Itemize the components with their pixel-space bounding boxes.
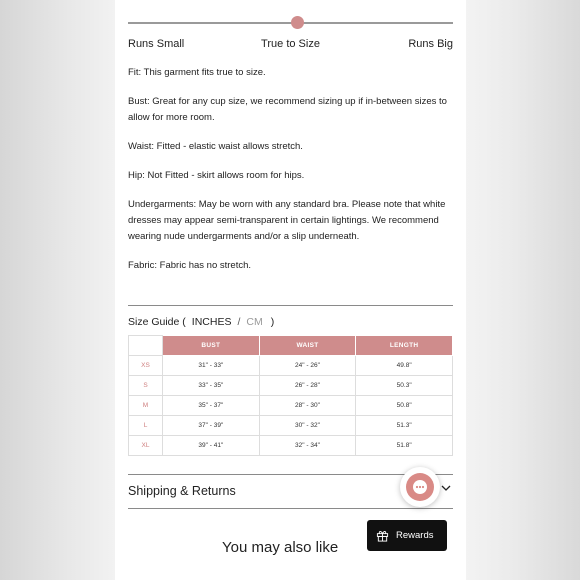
size-table-corner <box>129 336 163 356</box>
chat-icon <box>406 473 434 501</box>
length-value: 51.8" <box>356 436 453 456</box>
unit-toggle-cm[interactable]: CM <box>246 316 263 328</box>
fit-scale-indicator <box>291 16 304 29</box>
detail-bust: Bust: Great for any cup size, we recommend sizing up if in-between sizes to allow for more room. <box>128 96 447 123</box>
table-row <box>129 376 453 396</box>
length-value: 51.3" <box>356 416 453 436</box>
unit-toggle-inches[interactable]: INCHES <box>191 316 232 328</box>
divider <box>128 508 453 509</box>
size-guide-header <box>128 316 274 328</box>
size-table-header-row <box>129 336 453 356</box>
waist-value: 26" - 28" <box>259 376 356 396</box>
bust-value: 33" - 35" <box>163 376 260 396</box>
chevron-down-icon <box>441 483 451 493</box>
detail-waist: Waist: Fitted - elastic waist allows stretch. <box>128 141 303 152</box>
size-label: S <box>129 376 163 396</box>
waist-value: 24" - 26" <box>259 356 356 376</box>
table-row <box>129 416 453 436</box>
fit-label-runs-big: Runs Big <box>408 38 453 50</box>
table-row <box>129 436 453 456</box>
size-label: XL <box>129 436 163 456</box>
size-label: M <box>129 396 163 416</box>
size-label: XS <box>129 356 163 376</box>
background-right <box>466 0 580 580</box>
size-label: L <box>129 416 163 436</box>
detail-fabric: Fabric: Fabric has no stretch. <box>128 260 252 271</box>
you-may-also-like-heading: You may also like <box>222 539 339 556</box>
header-bust: BUST <box>163 336 260 356</box>
length-value: 49.8" <box>356 356 453 376</box>
waist-value: 32" - 34" <box>259 436 356 456</box>
background-left <box>0 0 115 580</box>
chat-button[interactable] <box>400 467 440 507</box>
length-value: 50.3" <box>356 376 453 396</box>
fit-details <box>128 65 456 287</box>
bust-value: 39" - 41" <box>163 436 260 456</box>
header-length: LENGTH <box>356 336 453 356</box>
fit-label-true-to-size: True to Size <box>261 38 320 50</box>
fit-label-runs-small: Runs Small <box>128 38 185 50</box>
size-table <box>128 335 453 456</box>
detail-fit: Fit: This garment fits true to size. <box>128 67 266 78</box>
bust-value: 31" - 33" <box>163 356 260 376</box>
rewards-button[interactable] <box>367 520 447 551</box>
bust-value: 37" - 39" <box>163 416 260 436</box>
unit-separator: / <box>237 316 241 328</box>
header-waist: WAIST <box>259 336 356 356</box>
length-value: 50.8" <box>356 396 453 416</box>
size-guide-close-paren: ) <box>270 316 275 328</box>
waist-value: 28" - 30" <box>259 396 356 416</box>
product-page <box>115 0 466 580</box>
fit-scale-track <box>128 22 453 24</box>
divider <box>128 305 453 306</box>
shipping-returns-title: Shipping & Returns <box>128 484 236 498</box>
fit-scale-labels <box>128 38 453 54</box>
detail-hip: Hip: Not Fitted - skirt allows room for hips. <box>128 170 305 181</box>
gift-icon <box>376 529 389 542</box>
bust-value: 35" - 37" <box>163 396 260 416</box>
table-row <box>129 396 453 416</box>
detail-undergarments: Undergarments: May be worn with any standard bra. Please note that white dresses may appear semi-transparent in certain lightings. We recommend wearing nude undergarments and/or a slip underneath. <box>128 199 446 242</box>
size-guide-title: Size Guide ( <box>128 316 186 328</box>
table-row <box>129 356 453 376</box>
rewards-label: Rewards <box>396 530 434 541</box>
waist-value: 30" - 32" <box>259 416 356 436</box>
